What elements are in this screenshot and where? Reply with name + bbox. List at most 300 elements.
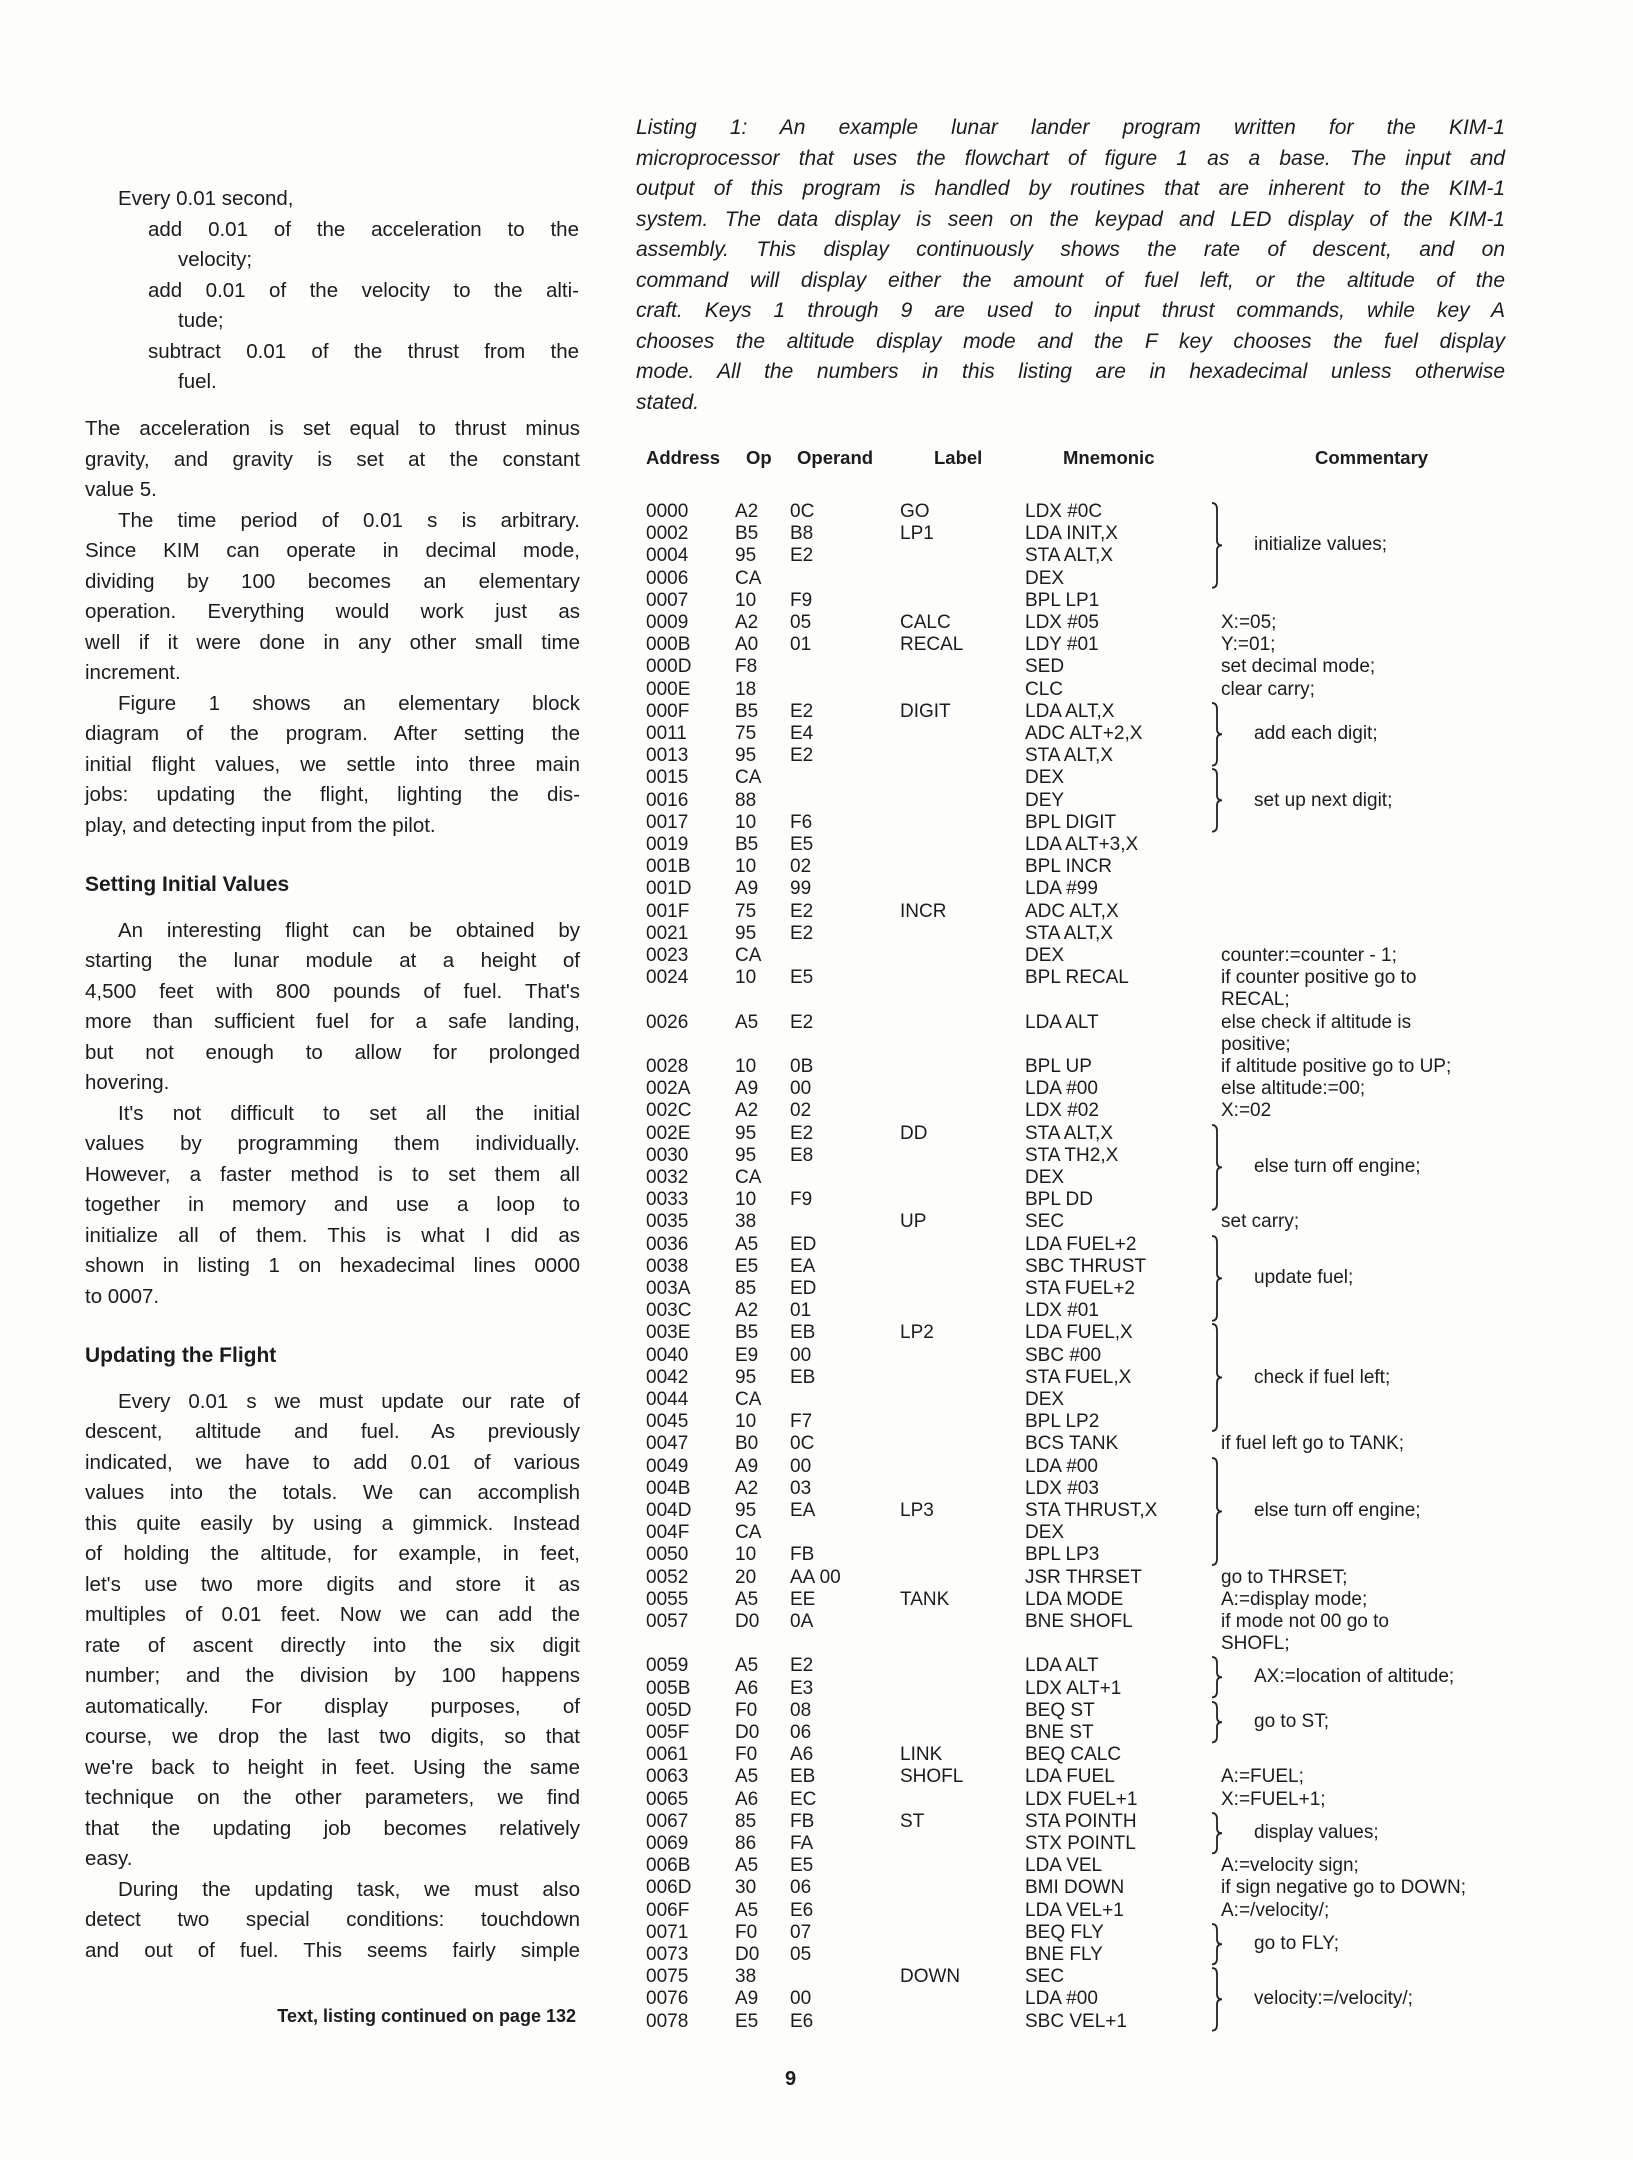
paragraph-line: automatically. For display purposes, of	[85, 1694, 580, 1718]
opcode-cell: A5	[735, 1588, 759, 1610]
address-cell: 0019	[646, 834, 689, 855]
mnemonic-cell: BEQ CALC	[1025, 1744, 1122, 1766]
commentary-cell: if sign negative go to DOWN;	[1221, 1877, 1466, 1899]
commentary-cell: X:=FUEL+1;	[1221, 1788, 1326, 1810]
caption-line: output of this program is handled by routines that are inherent to the KIM-1	[636, 177, 1505, 200]
mnemonic-cell: BPL RECAL	[1025, 967, 1129, 989]
opcode-cell: A2	[735, 1300, 759, 1322]
table-row	[0, 2011, 1633, 2033]
table-row	[0, 812, 1633, 834]
mnemonic-cell: STA POINTH	[1025, 1810, 1137, 1832]
mnemonic-cell: JSR THRSET	[1025, 1566, 1142, 1588]
paragraph-line: well if it were done in any other small time	[85, 630, 580, 654]
paragraph-line: rate of ascent directly into the six digit	[85, 1633, 580, 1657]
mnemonic-cell: DEX	[1025, 945, 1065, 966]
table-row	[0, 1500, 1633, 1522]
address-cell: 0030	[646, 1144, 689, 1166]
opcode-cell: CA	[735, 567, 762, 589]
commentary-cell: if counter positive go to	[1221, 967, 1417, 989]
mnemonic-cell: LDA #00	[1025, 1078, 1098, 1100]
operand-cell: EB	[790, 1766, 816, 1788]
brace-comment-text: else turn off engine;	[1254, 1499, 1421, 1521]
operand-cell: EA	[790, 1500, 816, 1521]
table-row	[0, 1411, 1633, 1433]
opcode-cell: E5	[735, 2010, 759, 2032]
address-cell: 0071	[646, 1921, 689, 1943]
operand-cell: 0B	[790, 1056, 814, 1077]
mnemonic-cell: DEY	[1025, 789, 1065, 811]
commentary-cell: clear carry;	[1221, 678, 1315, 700]
mnemonic-cell: BNE FLY	[1025, 1944, 1103, 1965]
address-cell: 003A	[646, 1278, 691, 1299]
opcode-cell: CA	[735, 767, 762, 789]
paragraph-line: initialize all of them. This is what I did as	[85, 1223, 580, 1247]
caption-line: command will display either the amount of fuel left, or the altitude of the	[636, 268, 1505, 292]
address-cell: 0000	[646, 501, 689, 522]
paragraph-line: number; and the division by 100 happens	[85, 1664, 580, 1687]
paragraph-line: hovering.	[85, 1071, 170, 1094]
mnemonic-cell: SBC VEL+1	[1025, 2010, 1127, 2032]
table-row	[0, 1544, 1633, 1566]
mnemonic-cell: LDA FUEL	[1025, 1766, 1115, 1788]
address-cell: 001F	[646, 900, 690, 922]
mnemonic-cell: LDA FUEL,X	[1025, 1322, 1133, 1344]
opcode-cell: D0	[735, 1944, 760, 1965]
mnemonic-cell: STA ALT,X	[1025, 922, 1114, 944]
table-row	[0, 1167, 1633, 1189]
operand-cell: 00	[790, 1988, 812, 2010]
table-row	[0, 1833, 1633, 1855]
label-cell: LP1	[900, 523, 934, 545]
operand-cell: ED	[790, 1233, 817, 1255]
address-cell: 0024	[646, 967, 689, 989]
paragraph-line: initial flight values, we settle into three main	[85, 752, 580, 776]
brace-comment-text: initialize values;	[1254, 534, 1388, 556]
mnemonic-cell: SBC #00	[1025, 1344, 1102, 1366]
brace-comment-text: else turn off engine;	[1254, 1155, 1421, 1177]
table-row	[0, 1078, 1633, 1100]
header-commentary: Commentary	[1315, 447, 1429, 468]
opcode-cell: 10	[735, 1411, 757, 1433]
table-row	[0, 923, 1633, 945]
mnemonic-cell: BPL INCR	[1025, 856, 1112, 878]
operand-cell: 03	[790, 1477, 812, 1499]
opcode-cell: A5	[735, 1855, 759, 1877]
address-cell: 0075	[646, 1966, 689, 1988]
operand-cell: EE	[790, 1588, 816, 1610]
opcode-cell: A0	[735, 634, 759, 656]
mnemonic-cell: DEX	[1025, 1167, 1065, 1188]
label-cell: INCR	[900, 900, 947, 922]
mnemonic-cell: STX POINTL	[1025, 1833, 1136, 1854]
opcode-cell: CA	[735, 1167, 762, 1188]
address-cell: 0078	[646, 2010, 689, 2032]
table-row	[0, 1944, 1633, 1966]
address-cell: 001B	[646, 856, 691, 878]
opcode-cell: E5	[735, 1255, 759, 1277]
table-row	[0, 1567, 1633, 1589]
formula-intro: Every 0.01 second,	[118, 187, 294, 210]
operand-cell: B8	[790, 523, 814, 545]
opcode-cell: 10	[735, 856, 757, 878]
brace-comment-text: update fuel;	[1254, 1266, 1354, 1288]
paragraph-line: shown in listing 1 on hexadecimal lines 0000	[85, 1254, 580, 1277]
address-cell: 005B	[646, 1677, 691, 1699]
brace-comment-text: display values;	[1254, 1821, 1379, 1843]
brace-comment-text: check if fuel left;	[1254, 1366, 1391, 1388]
paragraph-line: dividing by 100 becomes an elementary	[85, 569, 580, 593]
label-cell: LP3	[900, 1500, 934, 1521]
mnemonic-cell: STA ALT,X	[1025, 745, 1114, 767]
commentary-cell: positive;	[1221, 1033, 1291, 1055]
opcode-cell: B5	[735, 834, 759, 855]
opcode-cell: CA	[735, 945, 762, 966]
address-cell: 0055	[646, 1588, 689, 1610]
mnemonic-cell: BPL LP3	[1025, 1544, 1100, 1566]
paragraph-line: to 0007.	[85, 1284, 160, 1308]
table-row	[0, 989, 1633, 1011]
address-cell: 004B	[646, 1477, 691, 1499]
opcode-cell: 38	[735, 1966, 757, 1988]
commentary-cell: X:=05;	[1221, 612, 1277, 633]
opcode-cell: A9	[735, 1988, 759, 2010]
paragraph-line: easy.	[85, 1847, 133, 1870]
address-cell: 002C	[646, 1100, 692, 1122]
address-cell: 0023	[646, 945, 689, 966]
operand-cell: 0C	[790, 501, 815, 522]
paragraph-line: values into the totals. We can accomplish	[85, 1481, 580, 1504]
opcode-cell: 30	[735, 1877, 757, 1899]
address-cell: 0035	[646, 1211, 689, 1233]
paragraph-line: diagram of the program. After setting the	[85, 722, 580, 745]
mnemonic-cell: BPL LP2	[1025, 1411, 1100, 1433]
operand-cell: 0C	[790, 1433, 815, 1455]
address-cell: 0002	[646, 523, 689, 545]
operand-cell: E8	[790, 1144, 814, 1166]
header-address: Address	[646, 447, 721, 468]
paragraph-line: of holding the altitude, for example, in feet,	[85, 1542, 580, 1565]
paragraph-line: value 5.	[85, 478, 157, 501]
paragraph-line: let's use two more digits and store it as	[85, 1572, 580, 1596]
address-cell: 005D	[646, 1699, 692, 1721]
commentary-cell: counter:=counter - 1;	[1221, 945, 1397, 966]
address-cell: 0040	[646, 1344, 689, 1366]
address-cell: 0069	[646, 1833, 689, 1854]
opcode-cell: 95	[735, 545, 757, 567]
table-row	[0, 1611, 1633, 1633]
label-cell: DD	[900, 1122, 928, 1144]
mnemonic-cell: LDA #00	[1025, 1988, 1098, 2010]
formula-line-cont: fuel.	[178, 370, 217, 393]
address-cell: 0067	[646, 1810, 689, 1832]
operand-cell: E2	[790, 1655, 814, 1677]
commentary-cell: A:=/velocity/;	[1221, 1899, 1330, 1921]
caption-line: chooses the altitude display mode and the F key chooses the fuel display	[636, 329, 1505, 353]
formula-line: add 0.01 of the acceleration to the	[148, 217, 579, 241]
label-cell: TANK	[900, 1588, 950, 1610]
operand-cell: 02	[790, 856, 812, 878]
formula-line-cont: velocity;	[178, 248, 253, 271]
table-row	[0, 1034, 1633, 1056]
paragraph-line: we're back to height in feet. Using the same	[85, 1755, 580, 1779]
paragraph-line: Figure 1 shows an elementary block	[118, 691, 580, 715]
operand-cell: 08	[790, 1699, 812, 1721]
mnemonic-cell: LDX #0C	[1025, 501, 1103, 522]
mnemonic-cell: BEQ FLY	[1025, 1921, 1104, 1943]
opcode-cell: 10	[735, 1056, 757, 1077]
mnemonic-cell: BPL DD	[1025, 1189, 1093, 1211]
address-cell: 0042	[646, 1366, 689, 1388]
mnemonic-cell: LDY #01	[1025, 634, 1099, 656]
opcode-cell: A6	[735, 1788, 759, 1810]
paragraph-line: It's not difficult to set all the initial	[118, 1101, 580, 1125]
formula-line: subtract 0.01 of the thrust from the	[148, 339, 579, 363]
operand-cell: 02	[790, 1100, 812, 1122]
opcode-cell: B5	[735, 700, 759, 722]
commentary-cell: else altitude:=00;	[1221, 1078, 1366, 1100]
opcode-cell: A5	[735, 1011, 759, 1033]
mnemonic-cell: DEX	[1025, 1389, 1065, 1410]
mnemonic-cell: STA ALT,X	[1025, 545, 1114, 567]
table-row	[0, 1012, 1633, 1034]
brace-comment-text: velocity:=/velocity/;	[1254, 1988, 1413, 2010]
paragraph-line: indicated, we have to add 0.01 of various	[85, 1450, 580, 1474]
operand-cell: 05	[790, 1944, 812, 1965]
brace-comment-text: set up next digit;	[1254, 789, 1393, 811]
address-cell: 004F	[646, 1522, 690, 1544]
opcode-cell: D0	[735, 1722, 760, 1743]
mnemonic-cell: LDX FUEL+1	[1025, 1788, 1138, 1810]
operand-cell: 06	[790, 1722, 812, 1743]
opcode-cell: A5	[735, 1766, 759, 1788]
address-cell: 0009	[646, 612, 689, 633]
table-row	[0, 901, 1633, 923]
caption-line: craft. Keys 1 through 9 are used to input thrust commands, while key A	[636, 299, 1505, 322]
caption-line: system. The data display is seen on the keypad and LED display of the KIM-1	[636, 207, 1505, 231]
table-row	[0, 878, 1633, 900]
mnemonic-cell: ADC ALT,X	[1025, 900, 1119, 922]
table-row	[0, 745, 1633, 767]
mnemonic-cell: LDA #99	[1025, 878, 1098, 900]
operand-cell: 01	[790, 634, 812, 656]
mnemonic-cell: LDA INIT,X	[1025, 523, 1118, 545]
commentary-cell: RECAL;	[1221, 989, 1290, 1011]
table-row	[0, 1478, 1633, 1500]
formula-line: add 0.01 of the velocity to the alti-	[148, 278, 579, 302]
section-heading: Setting Initial Values	[85, 873, 290, 896]
operand-cell: EB	[790, 1322, 816, 1344]
paragraph-line: An interesting flight can be obtained by	[118, 918, 580, 942]
address-cell: 0038	[646, 1255, 689, 1277]
table-row	[0, 723, 1633, 745]
operand-cell: E5	[790, 834, 814, 855]
caption-line: assembly. This display continuously shows the rate of descent, and on	[636, 238, 1505, 261]
address-cell: 0032	[646, 1167, 689, 1188]
operand-cell: E6	[790, 1899, 814, 1921]
mnemonic-cell: LDA ALT+3,X	[1025, 834, 1139, 855]
address-cell: 0011	[646, 723, 687, 744]
operand-cell: E5	[790, 967, 814, 989]
address-cell: 0004	[646, 545, 689, 567]
paragraph-line: The acceleration is set equal to thrust minus	[85, 417, 580, 440]
opcode-cell: A2	[735, 1100, 759, 1122]
address-cell: 0036	[646, 1233, 689, 1255]
label-cell: SHOFL	[900, 1766, 964, 1788]
mnemonic-cell: CLC	[1025, 678, 1064, 700]
operand-cell: A6	[790, 1744, 814, 1766]
paragraph-line: values by programming them individually.	[85, 1132, 580, 1155]
operand-cell: E4	[790, 723, 814, 744]
address-cell: 005F	[646, 1722, 690, 1743]
opcode-cell: F0	[735, 1744, 758, 1766]
paragraph-line: jobs: updating the flight, lighting the dis-	[85, 783, 580, 806]
opcode-cell: 88	[735, 789, 757, 811]
address-cell: 000E	[646, 678, 691, 700]
commentary-cell: if altitude positive go to UP;	[1221, 1056, 1452, 1077]
opcode-cell: 10	[735, 967, 757, 989]
label-cell: CALC	[900, 612, 951, 633]
paragraph-line: technique on the other parameters, we find	[85, 1786, 580, 1809]
mnemonic-cell: LDA ALT	[1025, 1011, 1099, 1033]
header-mnemonic: Mnemonic	[1063, 447, 1155, 468]
address-cell: 004D	[646, 1500, 692, 1521]
commentary-cell: X:=02	[1221, 1100, 1272, 1122]
operand-cell: FB	[790, 1544, 815, 1566]
opcode-cell: 18	[735, 678, 757, 700]
operand-cell: E2	[790, 545, 814, 567]
caption-line: microprocessor that uses the flowchart of figure 1 as a base. The input and	[636, 146, 1505, 170]
mnemonic-cell: LDA ALT	[1025, 1655, 1099, 1677]
opcode-cell: 75	[735, 900, 757, 922]
commentary-cell: set decimal mode;	[1221, 656, 1376, 678]
operand-cell: EC	[790, 1788, 817, 1810]
mnemonic-cell: LDX #05	[1025, 612, 1099, 633]
table-row	[0, 1589, 1633, 1611]
label-cell: RECAL	[900, 634, 964, 656]
table-row	[0, 967, 1633, 989]
table-row	[0, 1056, 1633, 1078]
address-cell: 0049	[646, 1455, 689, 1477]
mnemonic-cell: STA FUEL+2	[1025, 1278, 1136, 1299]
address-cell: 006F	[646, 1899, 690, 1921]
mnemonic-cell: STA THRUST,X	[1025, 1500, 1158, 1521]
operand-cell: 0A	[790, 1611, 814, 1632]
label-cell: ST	[900, 1810, 925, 1832]
opcode-cell: F0	[735, 1921, 758, 1943]
opcode-cell: F0	[735, 1699, 758, 1721]
opcode-cell: D0	[735, 1611, 760, 1632]
address-cell: 003E	[646, 1322, 691, 1344]
paragraph-line: that the updating job becomes relatively	[85, 1816, 580, 1840]
mnemonic-cell: DEX	[1025, 767, 1065, 789]
brace-comment-text: go to ST;	[1254, 1710, 1329, 1732]
operand-cell: F6	[790, 811, 813, 833]
paragraph-line: together in memory and use a loop to	[85, 1193, 580, 1216]
opcode-cell: A5	[735, 1655, 759, 1677]
paragraph-line: increment.	[85, 661, 181, 684]
opcode-cell: 95	[735, 1144, 757, 1166]
mnemonic-cell: LDA FUEL+2	[1025, 1233, 1137, 1255]
mnemonic-cell: SBC THRUST	[1025, 1255, 1147, 1277]
table-row	[0, 1789, 1633, 1811]
opcode-cell: 10	[735, 1544, 757, 1566]
address-cell: 0044	[646, 1389, 689, 1410]
address-cell: 006B	[646, 1855, 691, 1877]
table-row	[0, 834, 1633, 856]
table-row	[0, 1744, 1633, 1766]
opcode-cell: 10	[735, 1189, 757, 1211]
label-cell: DOWN	[900, 1966, 961, 1988]
opcode-cell: A2	[735, 501, 759, 522]
paragraph-line: more than sufficient fuel for a safe landing,	[85, 1010, 580, 1033]
mnemonic-cell: BMI DOWN	[1025, 1877, 1125, 1899]
mnemonic-cell: LDA #00	[1025, 1455, 1098, 1477]
brace-comment-text: AX:=location of altitude;	[1254, 1666, 1455, 1688]
opcode-cell: B5	[735, 523, 759, 545]
opcode-cell: 95	[735, 745, 757, 767]
address-cell: 0059	[646, 1655, 689, 1677]
mnemonic-cell: LDA VEL	[1025, 1855, 1103, 1877]
paragraph-line: course, we drop the last two digits, so that	[85, 1725, 580, 1748]
address-cell: 0057	[646, 1611, 689, 1632]
mnemonic-cell: BCS TANK	[1025, 1433, 1119, 1455]
address-cell: 0065	[646, 1788, 689, 1810]
commentary-cell: else check if altitude is	[1221, 1011, 1412, 1033]
address-cell: 0021	[646, 922, 689, 944]
operand-cell: E6	[790, 2010, 814, 2032]
operand-cell: F7	[790, 1411, 813, 1433]
address-cell: 0017	[646, 811, 689, 833]
listing-caption	[636, 113, 1505, 418]
address-cell: 0016	[646, 789, 689, 811]
address-cell: 0013	[646, 745, 689, 767]
address-cell: 0006	[646, 567, 689, 589]
operand-cell: E3	[790, 1677, 814, 1699]
address-cell: 0052	[646, 1566, 689, 1588]
commentary-cell: SHOFL;	[1221, 1633, 1290, 1655]
opcode-cell: A2	[735, 612, 759, 633]
address-cell: 0045	[646, 1411, 689, 1433]
paragraph-line: gravity, and gravity is set at the constant	[85, 447, 580, 471]
formula-line-cont: tude;	[178, 309, 224, 332]
operand-cell: E2	[790, 745, 814, 767]
caption-line: mode. All the numbers in this listing are in hexadecimal unless otherwise	[636, 360, 1505, 383]
mnemonic-cell: LDX ALT+1	[1025, 1677, 1122, 1699]
table-row	[0, 1211, 1633, 1233]
section-heading: Updating the Flight	[85, 1344, 277, 1367]
paragraph-line: this quite easily by using a gimmick. Instead	[85, 1511, 580, 1535]
table-row	[0, 568, 1633, 590]
operand-cell: E2	[790, 922, 814, 944]
table-row	[0, 523, 1633, 545]
opcode-cell: B5	[735, 1322, 759, 1344]
mnemonic-cell: SEC	[1025, 1966, 1065, 1988]
opcode-cell: CA	[735, 1522, 762, 1544]
table-row	[0, 1345, 1633, 1367]
address-cell: 0076	[646, 1988, 689, 2010]
table-row	[0, 1678, 1633, 1700]
address-cell: 0028	[646, 1056, 689, 1077]
paragraph-line: 4,500 feet with 800 pounds of fuel. That's	[85, 979, 580, 1003]
mnemonic-cell: SEC	[1025, 1211, 1065, 1233]
paragraph-line: and out of fuel. This seems fairly simple	[85, 1938, 580, 1962]
opcode-cell: E9	[735, 1344, 759, 1366]
brace-comment-text: go to FLY;	[1254, 1932, 1340, 1954]
table-row	[0, 1633, 1633, 1655]
table-row	[0, 1855, 1633, 1877]
commentary-cell: set carry;	[1221, 1211, 1300, 1233]
table-row	[0, 1389, 1633, 1411]
